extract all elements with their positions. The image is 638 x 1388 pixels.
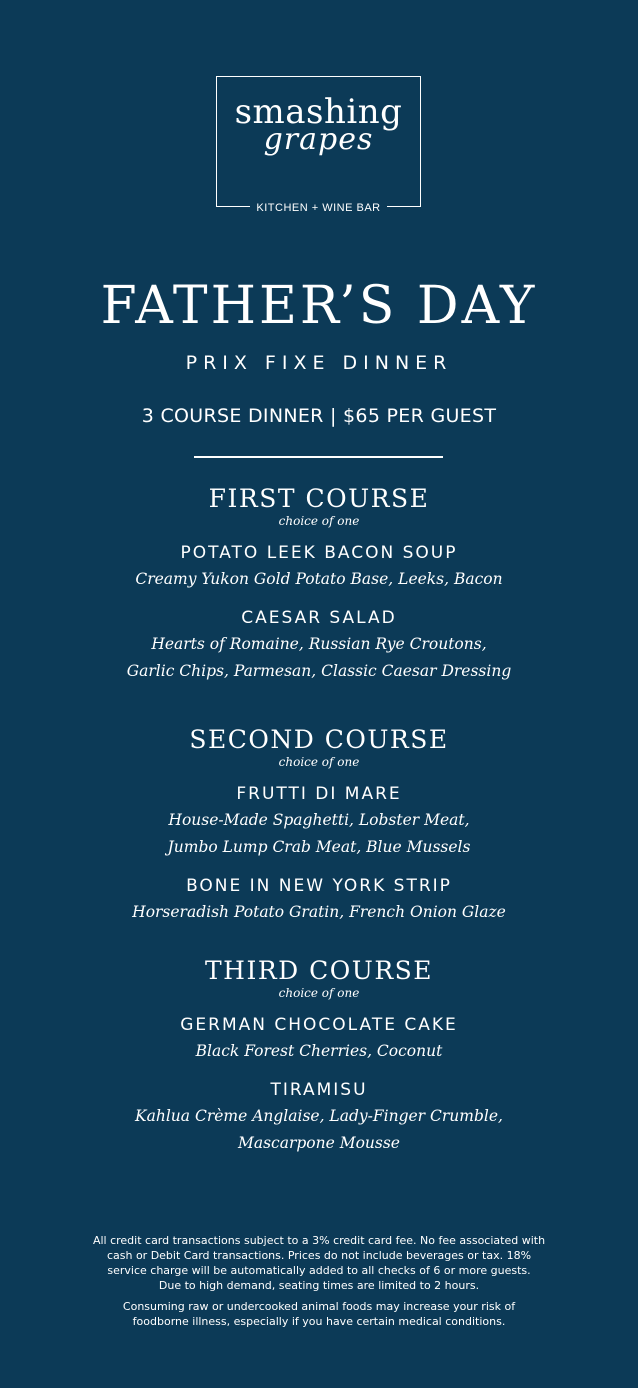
dish-item [0,1077,638,1157]
dish-item [0,605,638,685]
footer-line: foodborne illness, especially if you have certain medical conditions. [132,1315,506,1328]
dish-item [0,1012,638,1065]
footer-line: Due to high demand, seating times are limited to 2 hours. [158,1279,480,1292]
dish-description: Mascarpone Mousse [237,1134,400,1152]
dish-item [0,781,638,861]
dish-name: POTATO LEEK BACON SOUP [180,543,458,563]
logo-word-smashing: smashing [234,92,403,132]
course-second [0,725,638,938]
course-heading: THIRD COURSE [204,956,434,985]
footer-line: All credit card transactions subject to a 3% credit card fee. No fee associated with [92,1234,546,1247]
dish-item [0,873,638,926]
page-subtitle: PRIX FIXE DINNER [185,352,453,374]
food-safety-notice [60,1299,578,1329]
divider [194,456,443,458]
logo-word-grapes: grapes [263,122,374,157]
logo-tagline: KITCHEN + WINE BAR [250,203,386,214]
footer-line: service charge will be automatically added to all checks of 6 or more guests. [107,1264,531,1277]
dish-description: Hearts of Romaine, Russian Rye Croutons, [151,635,487,653]
dish-description: Black Forest Cherries, Coconut [195,1042,443,1060]
page-title: FATHER’S DAY [100,276,538,336]
dish-description: Horseradish Potato Gratin, French Onion Glaze [132,903,506,921]
dish-description: Kahlua Crème Anglaise, Lady-Finger Crumble, [135,1107,503,1125]
dish-name: FRUTTI DI MARE [236,784,402,804]
dish-name: BONE IN NEW YORK STRIP [186,876,452,896]
dish-item [0,540,638,593]
course-heading: FIRST COURSE [208,484,430,513]
dish-name: GERMAN CHOCOLATE CAKE [180,1015,458,1035]
dish-name: CAESAR SALAD [241,608,397,628]
footer-line: cash or Debit Card transactions. Prices do not include beverages or tax. 18% [106,1249,532,1262]
course-first [0,484,638,697]
course-note: choice of one [278,514,360,528]
course-heading: SECOND COURSE [189,725,449,754]
dish-description: Creamy Yukon Gold Potato Base, Leeks, Bacon [135,570,503,588]
price-line: 3 COURSE DINNER | $65 PER GUEST [141,405,497,427]
course-note: choice of one [278,986,360,1000]
dish-description: Garlic Chips, Parmesan, Classic Caesar Dressing [126,662,512,680]
dish-description: House-Made Spaghetti, Lobster Meat, [168,811,470,829]
course-note: choice of one [278,755,360,769]
footer-line: Consuming raw or undercooked animal foods may increase your risk of [122,1300,516,1313]
logo [216,76,421,207]
footer-disclaimer [60,1233,578,1335]
course-third [0,956,638,1169]
dish-name: TIRAMISU [270,1080,368,1100]
logo-tagline-wrap [216,198,421,214]
payment-policy [60,1233,578,1293]
dish-description: Jumbo Lump Crab Meat, Blue Mussels [167,838,471,856]
